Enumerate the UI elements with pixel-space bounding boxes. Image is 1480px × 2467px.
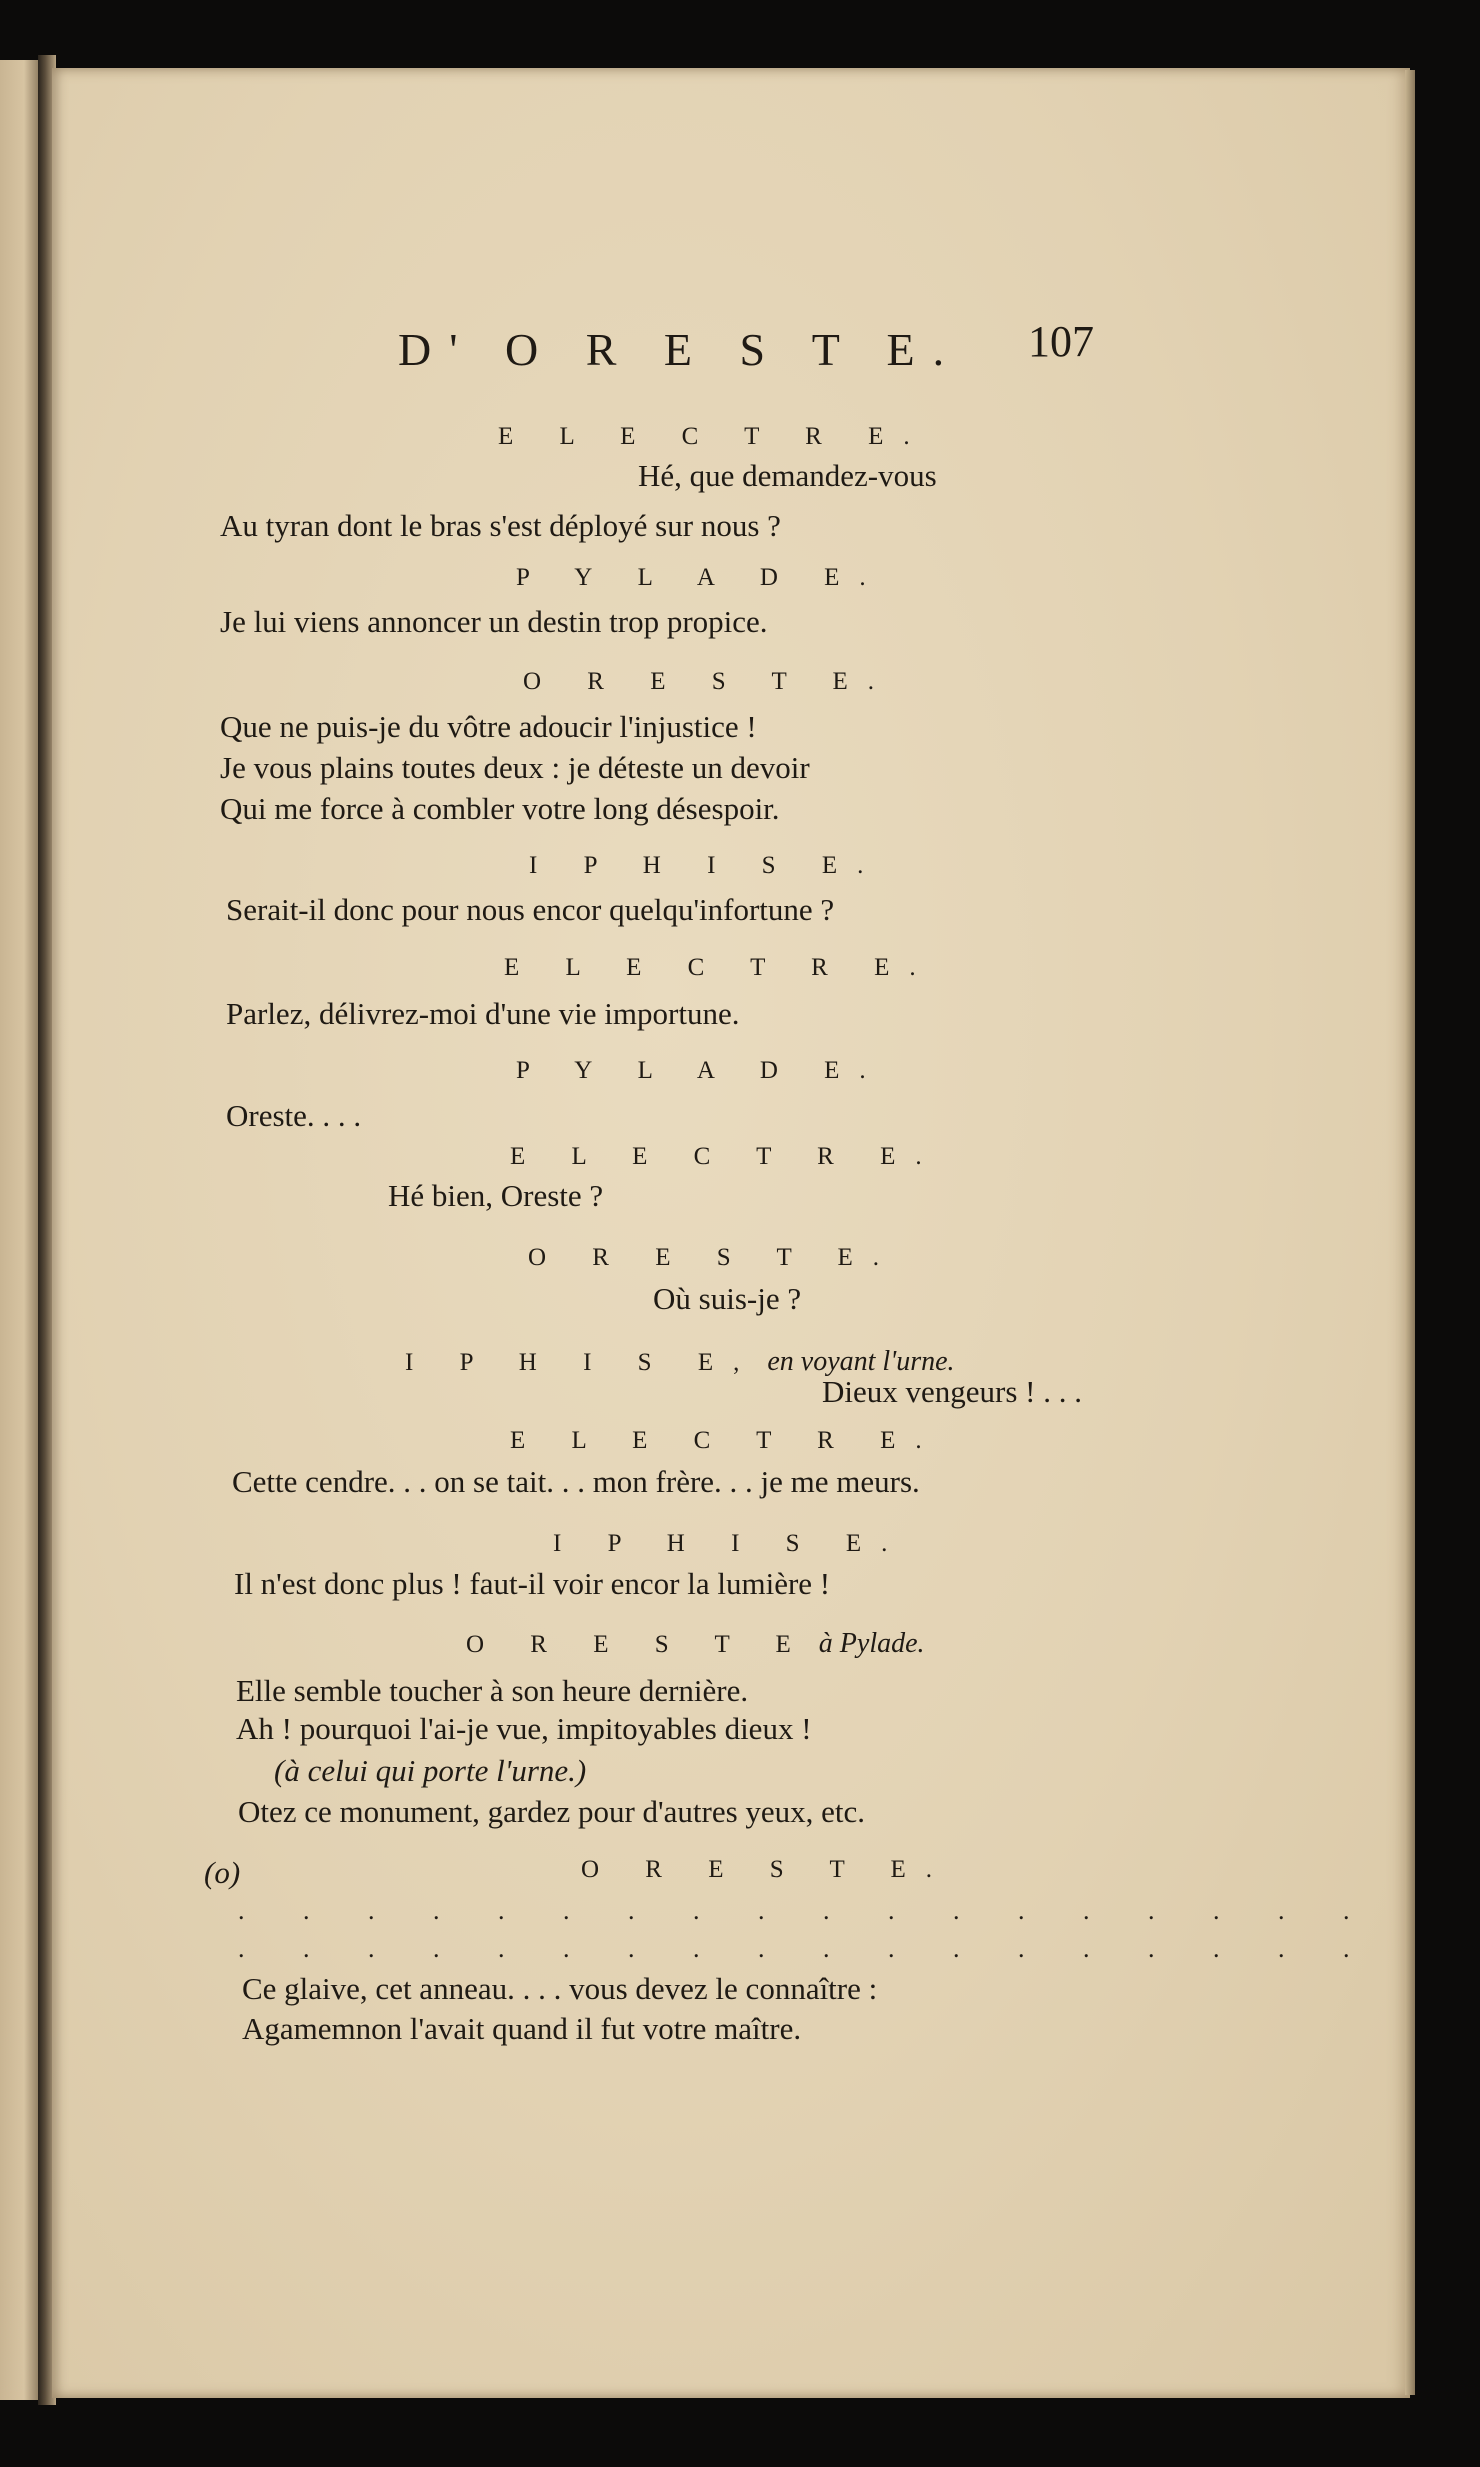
verse-line: Elle semble toucher à son heure dernière. <box>236 1673 749 1708</box>
verse-line: Oreste. . . . <box>226 1098 362 1133</box>
speaker-heading: E L E C T R E. <box>510 1427 942 1454</box>
speaker-heading: E L E C T R E. <box>510 1143 942 1170</box>
speaker-heading: P Y L A D E. <box>516 564 886 591</box>
speaker-heading <box>466 1630 925 1658</box>
verse-line: Agamemnon l'avait quand il fut votre maître. <box>242 2011 802 2046</box>
ellipsis-row: . . . . . . . . . . . . . . . . . . <box>238 1896 1376 1925</box>
verse-line: Je lui viens annoncer un destin trop propice. <box>220 604 768 639</box>
stage-direction: en voyant l'urne. <box>767 1346 955 1377</box>
speaker-name: O R E S T E <box>466 1631 811 1658</box>
speaker-heading: I P H I S E. <box>553 1530 908 1557</box>
verse-line: Il n'est donc plus ! faut-il voir encor la lumière ! <box>234 1566 831 1601</box>
verse-line: Otez ce monument, gardez pour d'autres yeux, etc. <box>238 1794 866 1829</box>
facing-page-edge <box>0 60 40 2400</box>
verse-line: Au tyran dont le bras s'est déployé sur nous ? <box>220 508 781 543</box>
verse-line: Que ne puis-je du vôtre adoucir l'injustice ! <box>220 709 757 744</box>
speaker-heading: O R E S T E. <box>581 1856 953 1883</box>
verse-line: Parlez, délivrez-moi d'une vie importune. <box>226 996 740 1031</box>
verse-line: Ce glaive, cet anneau. . . . vous devez le connaître : <box>242 1971 878 2006</box>
speaker-heading: O R E S T E. <box>528 1244 900 1271</box>
stage-direction: à Pylade. <box>818 1628 925 1659</box>
verse-line: Hé, que demandez-vous <box>638 458 937 493</box>
verse-line: Serait-il donc pour nous encor quelqu'infortune ? <box>226 892 835 927</box>
book-page <box>52 68 1410 2398</box>
page-fore-edge <box>1405 70 1415 2395</box>
speaker-heading: I P H I S E. <box>529 852 884 879</box>
speaker-name: I P H I S E, <box>405 1349 760 1376</box>
speaker-heading <box>405 1348 955 1376</box>
verse-line: Où suis-je ? <box>653 1281 802 1316</box>
speaker-heading: E L E C T R E. <box>504 954 936 981</box>
speaker-heading: O R E S T E. <box>523 668 895 695</box>
speaker-heading: P Y L A D E. <box>516 1057 886 1084</box>
verse-line: Hé bien, Oreste ? <box>388 1178 604 1213</box>
verse-line: Cette cendre. . . on se tait. . . mon frère. . . je me meurs. <box>232 1464 920 1499</box>
speaker-heading: E L E C T R E. <box>498 423 930 450</box>
running-header: D' O R E S T E. <box>398 324 963 375</box>
note-marker: (o) <box>204 1855 241 1890</box>
verse-line: Je vous plains toutes deux : je déteste un devoir <box>220 750 810 785</box>
stage-direction: (à celui qui porte l'urne.) <box>274 1753 587 1788</box>
ellipsis-row: . . . . . . . . . . . . . . . . . . <box>238 1934 1376 1963</box>
verse-line: Dieux vengeurs ! . . . <box>822 1374 1082 1409</box>
page-number: 107 <box>1028 317 1094 366</box>
verse-line: Qui me force à combler votre long désespoir. <box>220 791 780 826</box>
verse-line: Ah ! pourquoi l'ai-je vue, impitoyables dieux ! <box>236 1711 812 1746</box>
